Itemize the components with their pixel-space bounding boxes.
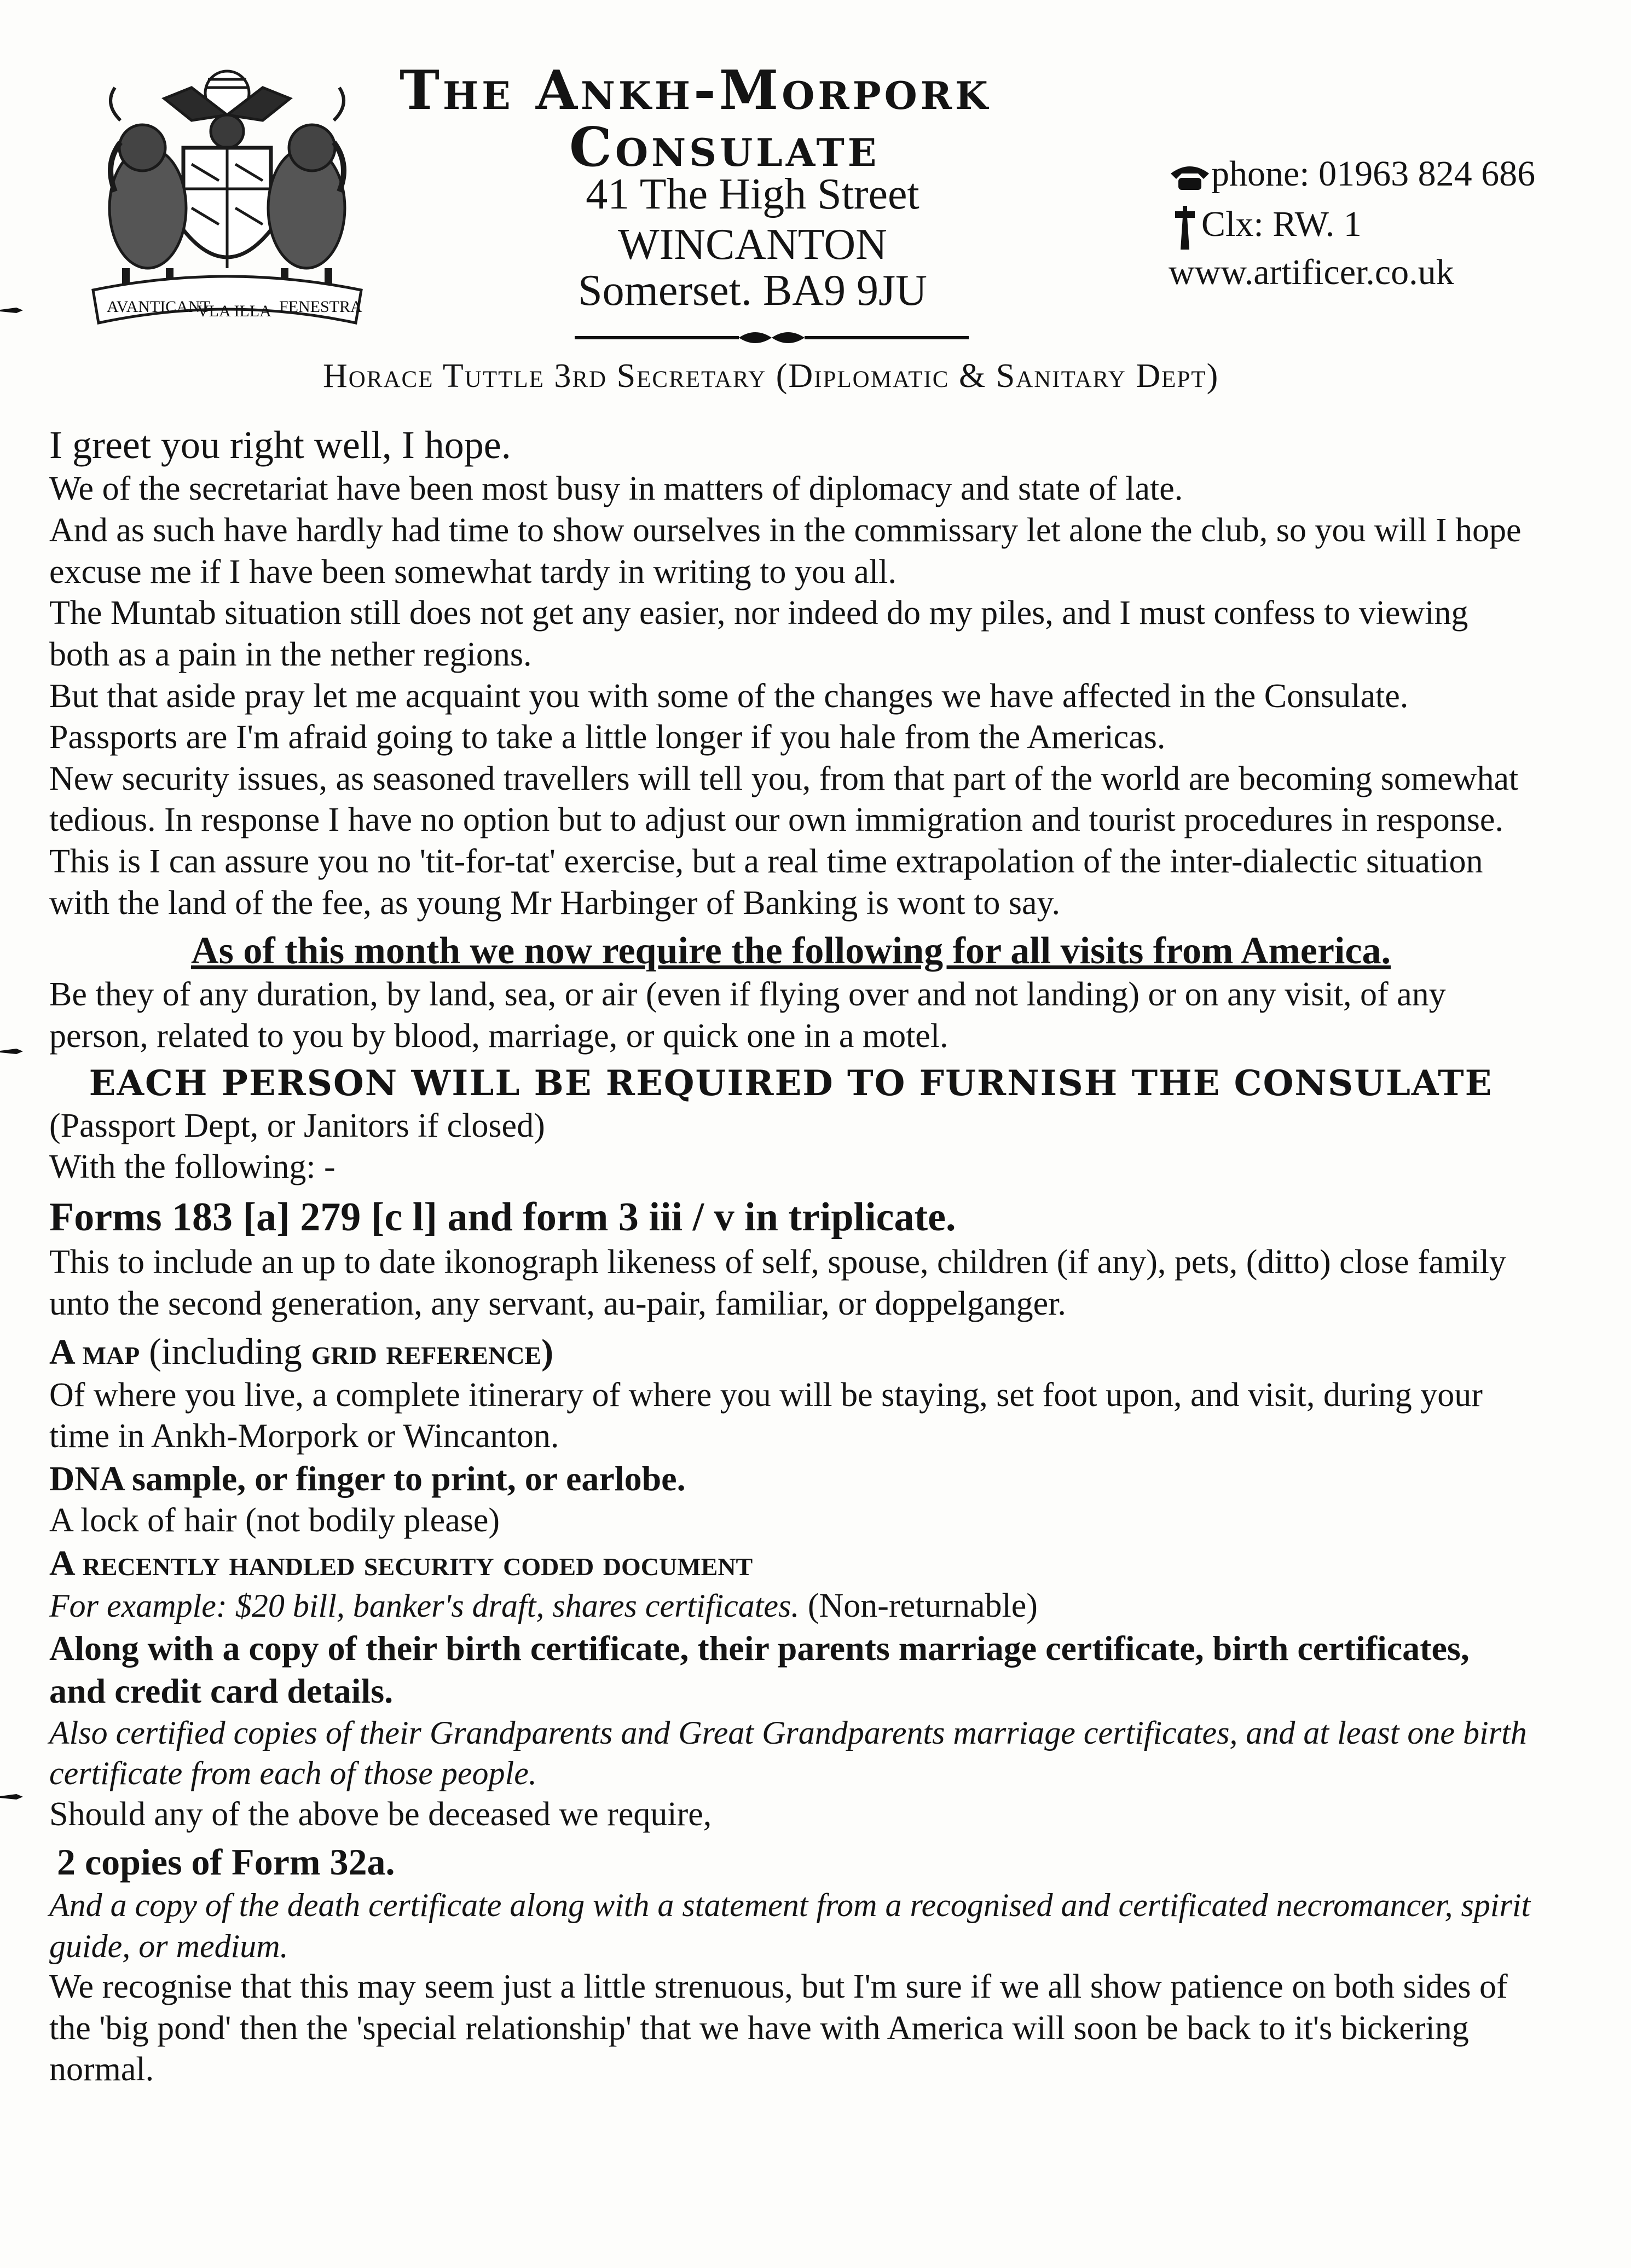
document-heading: A recently handled security coded document xyxy=(49,1543,753,1583)
example-italic: For example: $20 bill, banker's draft, shares certificates. xyxy=(49,1588,800,1624)
phone-number: phone: 01963 824 686 xyxy=(1211,154,1536,194)
closing-paragraph: We recognise that this may seem just a little strenuous, but I'm sure if we all show patience on both sides of the 'big pond' then the 'special relationship' that we have with America will soon be back to it's bickering normal. xyxy=(49,1968,1508,2088)
paragraph: But that aside pray let me acquaint you with some of the changes we have affected in the Consulate. xyxy=(49,677,1409,715)
map-heading xyxy=(49,1329,1532,1375)
clacks-tower-icon xyxy=(1169,206,1201,250)
grandparents-note: Also certified copies of their Grandparents and Great Grandparents marriage certificates, and at least one birth certificate from each of those people. xyxy=(49,1715,1527,1792)
paragraph: Of where you live, a complete itinerary of where you will be staying, set foot upon, and visit, during your time in Ankh-Morpork or Wincanton. xyxy=(49,1376,1483,1455)
address-county: Somerset. BA9 9JU xyxy=(578,267,927,315)
website-link[interactable]: www.artificer.co.uk xyxy=(1169,252,1454,292)
margin-mark xyxy=(0,1045,23,1057)
paragraph: With the following: - xyxy=(49,1148,336,1186)
crest-motto-right: FENESTRA xyxy=(279,298,362,316)
paragraph: New security issues, as seasoned travellers will tell you, from that part of the world are becoming somewhat tedious. In response I have no option but to adjust our own immigration and tourist procedures in response. xyxy=(49,760,1519,839)
greeting: I greet you right well, I hope. xyxy=(49,423,511,467)
crest-icon xyxy=(82,55,372,339)
consulate-title-line2: Consulate xyxy=(569,116,880,179)
birth-certificate-heading: Along with a copy of their birth certificate, their parents marriage certificate, birth certificates, and credit card details. xyxy=(49,1628,1470,1710)
consulate-title-line1: The Ankh-Morpork xyxy=(400,59,992,122)
map-heading-a: A map xyxy=(49,1332,140,1373)
paragraph: We of the secretariat have been most busy in matters of diplomacy and state of late. xyxy=(49,470,1183,508)
margin-mark xyxy=(0,304,23,316)
margin-mark xyxy=(0,1791,23,1803)
requirement-headline: As of this month we now require the following for all visits from America. xyxy=(191,930,1391,973)
paragraph: Passports are I'm afraid going to take a little longer if you hale from the Americas. xyxy=(49,719,1166,756)
address-street: 41 The High Street xyxy=(586,170,919,218)
example-line xyxy=(49,1586,1532,1627)
paragraph: Should any of the above be deceased we require, xyxy=(49,1795,712,1833)
clacks-line xyxy=(1169,204,1362,250)
signatory-line: Horace Tuttle 3rd Secretary (Diplomatic & Sanitary Dept) xyxy=(323,357,1219,395)
telephone-icon xyxy=(1169,163,1211,192)
furnish-heading: EACH PERSON WILL BE REQUIRED TO FURNISH THE CONSULATE xyxy=(89,1062,1493,1104)
rule-ornament-icon xyxy=(575,324,969,351)
paragraph: This to include an up to date ikonograph likeness of self, spouse, children (if any), pets, (ditto) close family unto the second generation, any servant, au-pair, familiar, or doppelganger. xyxy=(49,1243,1506,1322)
map-heading-b: (including xyxy=(140,1330,311,1373)
address-town: WINCANTON xyxy=(618,221,887,269)
paragraph: The Muntab situation still does not get any easier, nor indeed do my piles, and I must confess to viewing both as a pain in the nether regions. xyxy=(49,594,1468,673)
dna-heading: DNA sample, or finger to print, or earlobe. xyxy=(49,1459,686,1498)
form32-heading: 2 copies of Form 32a. xyxy=(57,1841,395,1883)
map-heading-c: grid reference) xyxy=(311,1332,554,1373)
clacks-code: Clx: RW. 1 xyxy=(1201,204,1362,244)
example-tail: (Non-returnable) xyxy=(799,1587,1038,1625)
paragraph: A lock of hair (not bodily please) xyxy=(49,1502,500,1540)
paragraph: Be they of any duration, by land, sea, or air (even if flying over and not landing) or on any visit, of any person, related to you by blood, marriage, or quick one in a motel. xyxy=(49,976,1446,1055)
paragraph: This is I can assure you no 'tit-for-tat' exercise, but a real time extrapolation of the inter-dialectic situation with the land of the fee, as young Mr Harbinger of Banking is wont to say. xyxy=(49,843,1483,922)
crest-motto-left: AVANTICANT xyxy=(107,298,210,316)
phone-line xyxy=(1169,153,1535,195)
death-certificate-note: And a copy of the death certificate along with a statement from a recognised and certificated necromancer, spirit guide, or medium. xyxy=(49,1887,1531,1964)
paragraph: (Passport Dept, or Janitors if closed) xyxy=(49,1107,545,1144)
forms-heading: Forms 183 [a] 279 [c l] and form 3 iii / v in triplicate. xyxy=(49,1194,956,1240)
crest-motto-center: VLA ILLA xyxy=(197,302,271,320)
paragraph: And as such have hardly had time to show ourselves in the commissary let alone the club, so you will I hope excuse me if I have been somewhat tardy in writing to you all. xyxy=(49,512,1522,591)
letter-body xyxy=(49,421,1532,2091)
